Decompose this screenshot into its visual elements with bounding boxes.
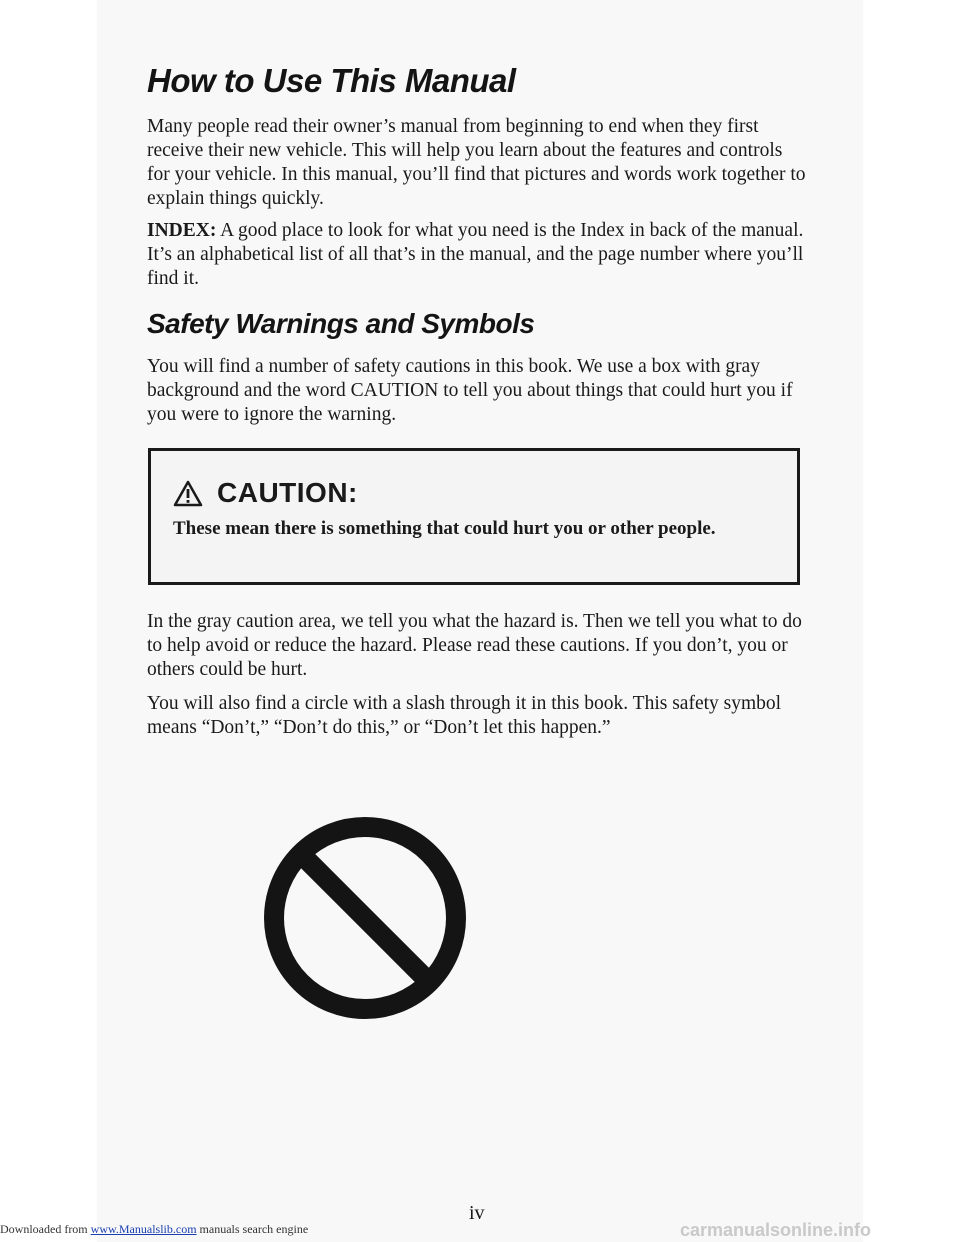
- caution-label: CAUTION:: [217, 477, 358, 508]
- safety-intro-paragraph: You will find a number of safety cautions in this book. We use a box with gray background and the word CAUTION to tell you about things that could hurt you if you were to ignore the warning.: [147, 356, 793, 425]
- footer-suffix: manuals search engine: [196, 1222, 309, 1236]
- safety-heading: Safety Warnings and Symbols: [147, 308, 535, 339]
- intro-paragraph: Many people read their owner’s manual from beginning to end when they first receive their new vehicle. This will help you learn about the features and controls for your vehicle. In this manual, you’ll find that pictures and words work together to explain things quickly.: [147, 116, 806, 209]
- caution-text: These mean there is something that could hurt you or other people.: [173, 518, 716, 539]
- footer-prefix: Downloaded from: [0, 1222, 91, 1236]
- warning-triangle-icon: [173, 480, 203, 507]
- hazard-paragraph: In the gray caution area, we tell you what the hazard is. Then we tell you what to do to help avoid or reduce the hazard. Please read these cautions. If you don’t, you or others could be hurt.: [147, 611, 802, 680]
- caution-box: [148, 448, 800, 585]
- manualslib-link[interactable]: www.Manualslib.com: [90, 1222, 197, 1236]
- prohibition-symbol-icon: [262, 815, 468, 1021]
- manual-page: [97, 0, 863, 1242]
- page-title: How to Use This Manual: [147, 62, 516, 99]
- caution-header: [173, 477, 358, 509]
- download-footer: [0, 1222, 308, 1237]
- index-paragraph: [147, 219, 807, 291]
- symbol-paragraph: You will also find a circle with a slash through it in this book. This safety symbol means “Don’t,” “Don’t do this,” or “Don’t let this happen.”: [147, 693, 782, 738]
- site-watermark: carmanualsonline.info: [680, 1220, 872, 1240]
- index-text: A good place to look for what you need is the Index in back of the manual. It’s an alphabetical list of all that’s in the manual, and the page number where you’ll find it.: [147, 220, 804, 289]
- page-number: iv: [469, 1202, 485, 1224]
- index-label: INDEX:: [147, 220, 217, 241]
